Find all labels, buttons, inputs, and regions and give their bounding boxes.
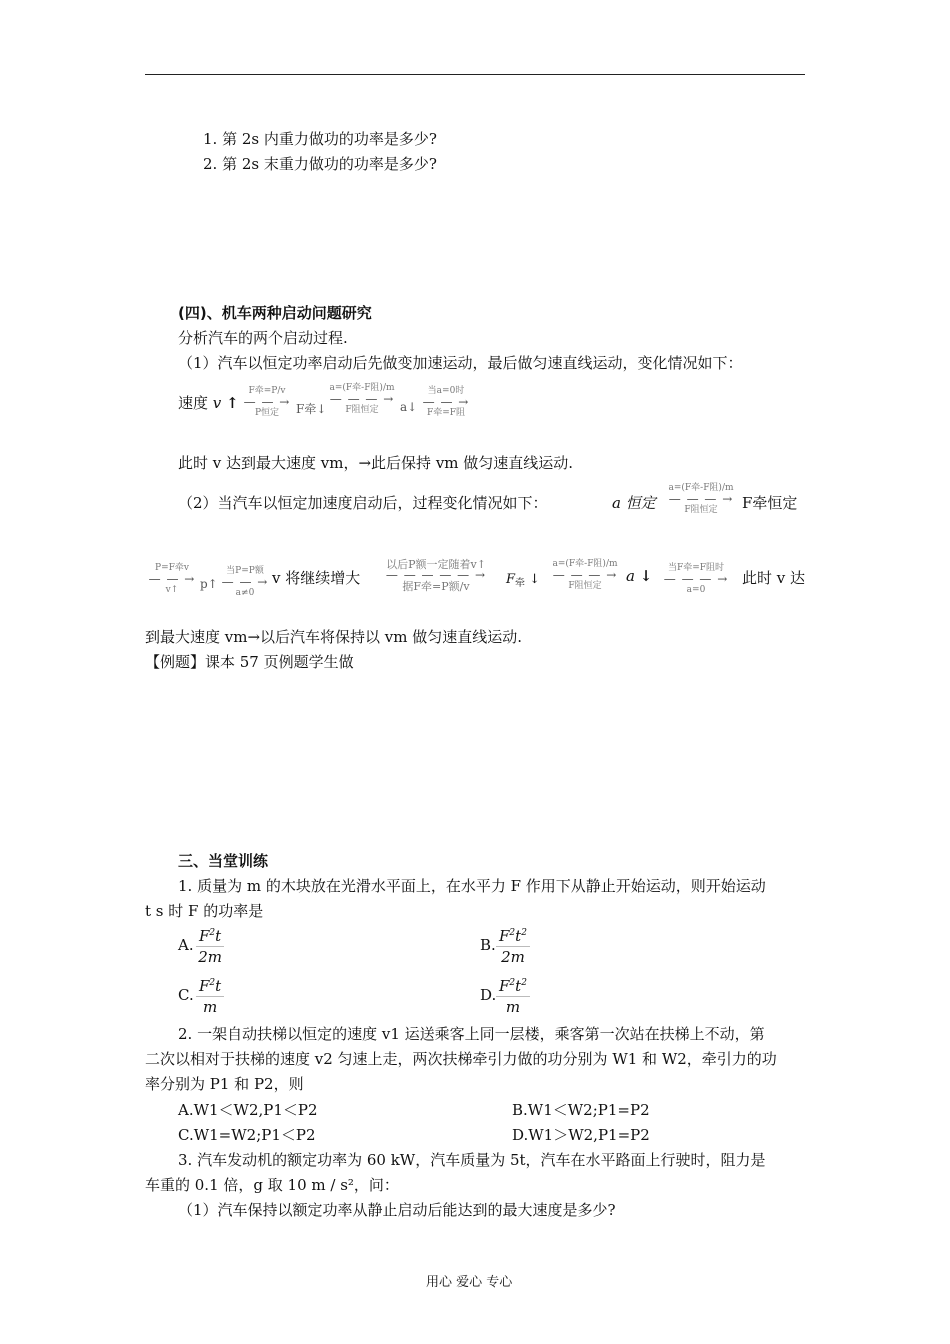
a-decrease-text: a ↓ [626, 567, 653, 585]
q2-option-d: D.W1＞W2,P1=P2 [512, 1126, 650, 1144]
q2-option-c: C.W1=W2;P1＜P2 [178, 1126, 316, 1144]
f-decrease-label: F牵↓ [296, 402, 327, 416]
q3-line2: 车重的 0.1 倍，g 取 10 m / s²，问： [145, 1176, 399, 1194]
intro-text: 分析汽车的两个启动过程. [178, 329, 348, 347]
v-continue-text: v 将继续增大 [272, 569, 361, 587]
a-decrease-label: a↓ [400, 400, 418, 414]
q1-option-d-formula: $\frac{F^2t^2}{m}$ [496, 973, 530, 1017]
f-constant-label: F牵恒定 [742, 494, 798, 512]
q1-option-d: D. [480, 986, 497, 1004]
speed-label: 速度 v ↑ [178, 394, 239, 412]
training-heading: 三、当堂训练 [178, 852, 269, 870]
arrow-flow1-step1: F牵=P/v — — → P恒定 [243, 386, 291, 418]
p-increase-label: p↑ [200, 577, 218, 591]
f-traction-decrease: $F_牵$ ↓ [506, 572, 541, 589]
case2-text: （2）当汽车以恒定加速度启动后，过程变化情况如下： [178, 494, 548, 512]
arrow-flow2-step6: 当F牵=F阻时 — — — → a=0 [663, 563, 729, 595]
arrow-flow1-step2: a=(F牵-F阻)/m — — — → F阻恒定 [329, 383, 395, 415]
q1-option-c-formula: $\frac{F^2t}{m}$ [196, 973, 224, 1017]
now-v-text: 此时 v 达 [742, 569, 806, 587]
after1-text: 此时 v 达到最大速度 vm，→此后保持 vm 做匀速直线运动. [178, 454, 574, 472]
q2-option-a: A.W1＜W2,P1＜P2 [178, 1101, 318, 1119]
arrow-flow2-step5: a=(F牵-F阻)/m — — — → F阻恒定 [552, 559, 618, 591]
question-2: 2. 第 2s 末重力做功的功率是多少? [203, 155, 437, 173]
example-text: 【例题】课本 57 页例题学生做 [145, 653, 354, 671]
q3-subquestion-1: （1）汽车保持以额定功率从静止启动后能达到的最大速度是多少? [178, 1201, 616, 1219]
q1-option-b-formula: $\frac{F^2t^2}{2m}$ [496, 923, 530, 967]
after2-text: 到最大速度 vm→以后汽车将保持以 vm 做匀速直线运动. [145, 628, 523, 646]
arrow-flow2-step3: 当P=P额 — — → a≠0 [221, 566, 269, 598]
q3-line1: 3. 汽车发动机的额定功率为 60 kW，汽车质量为 5t，汽车在水平路面上行驶时，阻力是 [178, 1151, 766, 1169]
q1-line2: t s 时 F 的功率是 [145, 902, 264, 920]
case1-text: （1）汽车以恒定功率启动后先做变加速运动，最后做匀速直线运动，变化情况如下： [178, 354, 743, 372]
q2-line2: 二次以相对于扶梯的速度 v2 匀速上走，两次扶梯牵引力做的功分别为 W1 和 W2，牵引力的功 [145, 1050, 777, 1068]
header-rule [145, 74, 805, 75]
arrow-flow2-step1: a=(F牵-F阻)/m — — — → F阻恒定 [668, 483, 734, 515]
q1-option-a: A. [178, 936, 194, 954]
arrow-flow1-step3: 当a=0时 — — → F牵=F阻 [422, 386, 470, 418]
a-constant-label: a 恒定 [612, 494, 656, 512]
q2-option-b: B.W1＜W2;P1=P2 [512, 1101, 650, 1119]
arrow-flow2-step2: P=F牵v — — → v↑ [148, 563, 196, 595]
q2-line3: 率分别为 P1 和 P2，则 [145, 1075, 304, 1093]
question-1: 1. 第 2s 内重力做功的功率是多少? [203, 130, 437, 148]
page-footer: 用心 爱心 专心 [426, 1275, 513, 1290]
q1-option-b: B. [480, 936, 496, 954]
arrow-flow2-step4: 以后P额一定随着v↑ — — — — — → 据F牵=P额/v [385, 558, 487, 593]
q1-option-c: C. [178, 986, 194, 1004]
section-heading: (四)、机车两种启动问题研究 [178, 304, 372, 322]
q1-option-a-formula: $\frac{F^2t}{2m}$ [196, 923, 224, 967]
q2-line1: 2. 一架自动扶梯以恒定的速度 v1 运送乘客上同一层楼，乘客第一次站在扶梯上不动，第 [178, 1025, 765, 1043]
q1-line1: 1. 质量为 m 的木块放在光滑水平面上，在水平力 F 作用下从静止开始运动，则开始运动 [178, 877, 766, 895]
